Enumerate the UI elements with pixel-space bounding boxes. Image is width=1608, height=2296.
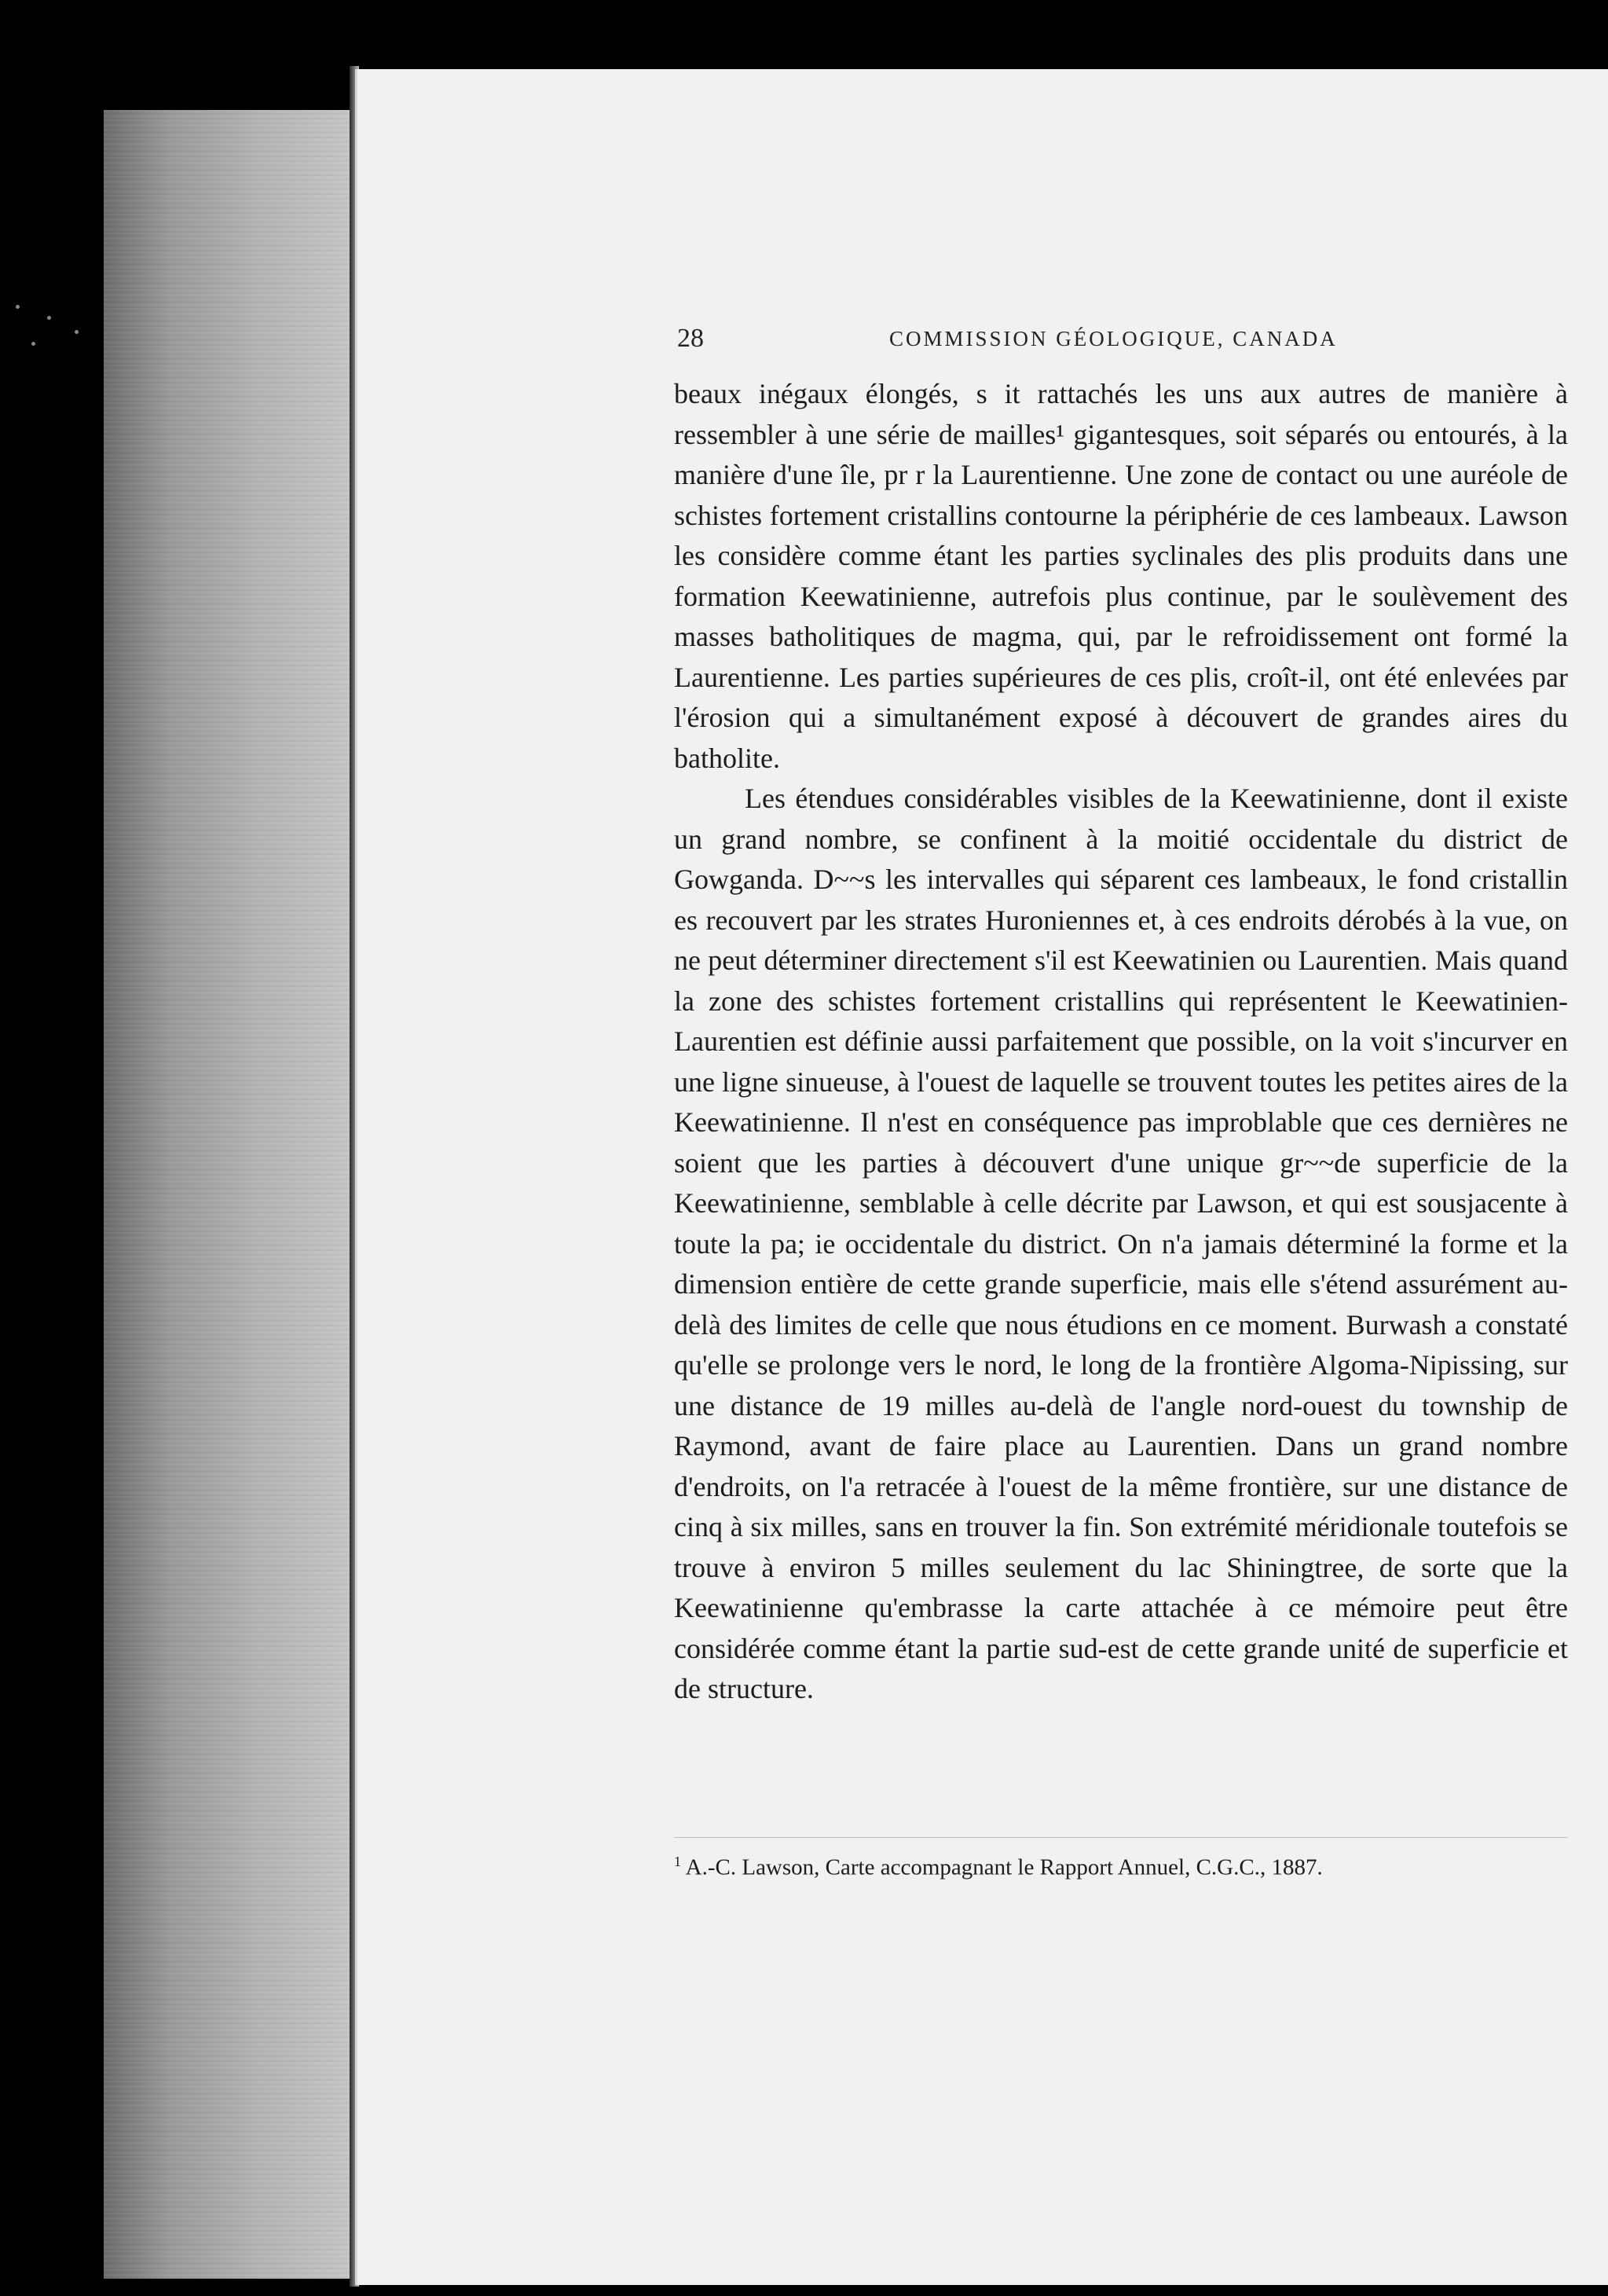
- footnote-marker: 1: [674, 1854, 681, 1869]
- speck: [75, 330, 79, 334]
- speck: [47, 316, 51, 320]
- footnote-rule: [674, 1837, 1568, 1838]
- speck: [16, 305, 20, 309]
- footnote: [674, 1848, 1568, 1881]
- scan-left-margin: [0, 0, 102, 2296]
- body-text: [674, 374, 1568, 1710]
- paragraph-1: beaux inégaux élongés, s it rattachés les uns aux autres de manière à ressembler à une série de mailles¹ gigantesques, soit séparés ou entourés, à la manière d'une île, pr r la Laurentienne. Une zone de contact ou une auréole de schistes fortement cristallins contourne la périphérie de ces lambeaux. Lawson les considère comme étant les parties syclinales des plis produits dans une formation Keewatinienne, autrefois plus continue, par le soulèvement des masses batholitiques de magma, qui, par le refroidissement ont formé la Laurentienne. Les parties supérieures de ces plis, croît-il, ont été enlevées par l'érosion qui a simultanément exposé à découvert de grandes aires du batholite.: [674, 378, 1568, 774]
- speck: [31, 342, 35, 346]
- footnote-text: A.-C. Lawson, Carte accompagnant le Rapport Annuel, C.G.C., 1887.: [685, 1854, 1323, 1880]
- scan-specks: [0, 299, 102, 361]
- scan-adjacent-page: [104, 110, 363, 2279]
- page-header: [677, 324, 1353, 355]
- running-head: COMMISSION GÉOLOGIQUE, CANADA: [889, 327, 1338, 350]
- page-number: 28: [677, 324, 704, 353]
- paragraph-2: Les étendues considérables visibles de la Keewatinienne, dont il existe un grand nombre, se confinent à la moitié occidentale du district de Gowganda. D~~s les intervalles qui séparent ces lambeaux, le fond cristallin es recouvert par les strates Huroniennes et, à ces endroits dérobés à la vue, on ne peut déterminer directement s'il est Keewatinien ou Laurentien. Mais quand la zone des schistes fortement cristallins qui représentent le Keewatinien-Laurentien est définie aussi parfaitement que possible, on la voit s'incurver en une ligne sinueuse, à l'ouest de laquelle se trouvent toutes les petites aires de la Keewatinienne. Il n'est en conséquence pas improblable que ces dernières ne soient que les parties à découvert d'une unique gr~~de superficie de la Keewatinienne, semblable à celle décrite par Lawson, et qui est sousjacente à toute la pa; ie occidentale du district. On n'a jamais déterminé la forme et la dimension entière de cette grande superficie, mais elle s'étend assurément au-delà des limites de celle que nous étudions en ce moment. Burwash a constaté qu'elle se prolonge vers le nord, le long de la frontière Algoma-Nipissing, sur une distance de 19 milles au-delà de l'angle nord-ouest du township de Raymond, avant de faire place au Laurentien. Dans un grand nombre d'endroits, on l'a retracée à l'ouest de la même frontière, sur une distance de cinq à six milles, sans en trouver la fin. Son extrémité méridionale toutefois se trouve à environ 5 milles seulement du lac Shiningtree, de sorte que la Keewatinienne qu'embrasse la carte attachée à ce mémoire peut être considérée comme étant la partie sud-est de cette grande unité de superficie et de structure.: [674, 783, 1568, 1704]
